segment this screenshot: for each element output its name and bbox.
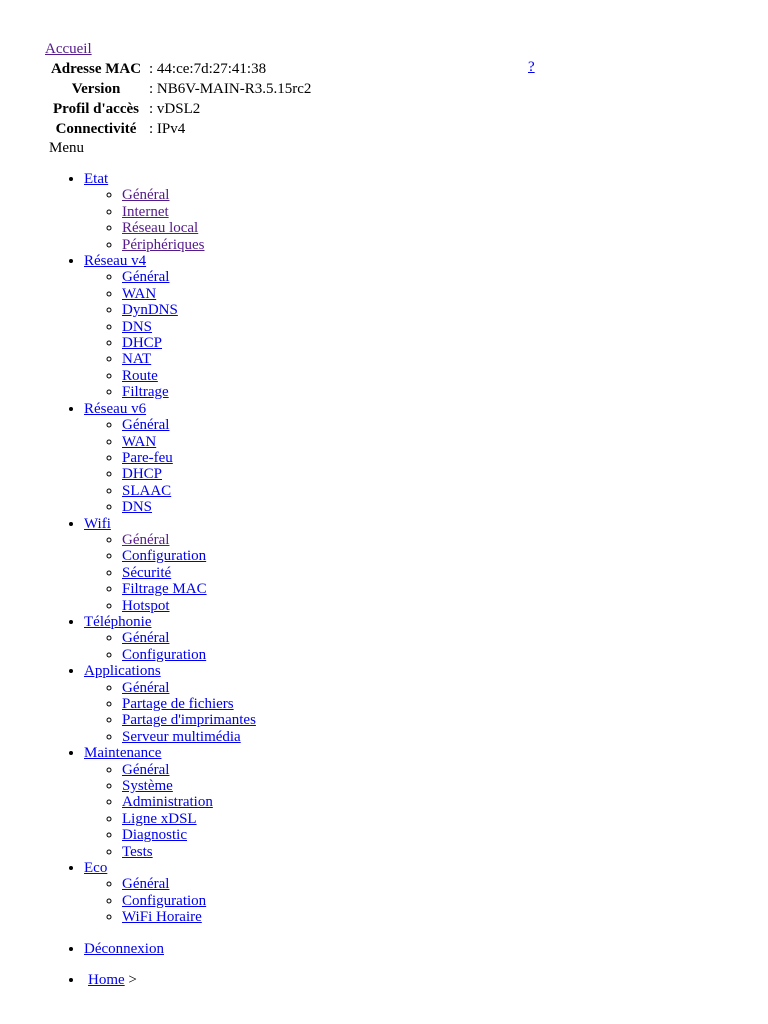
info-label: Profil d'accès	[53, 101, 139, 117]
submenu-item	[122, 319, 256, 335]
submenu-link-v4-filtrage[interactable]: Filtrage	[122, 384, 169, 401]
info-value: : IPv4	[149, 121, 186, 137]
menu-section-telephonie	[84, 614, 256, 663]
submenu-link-maint-ligne-xdsl[interactable]: Ligne xDSL	[122, 810, 197, 827]
submenu-item	[122, 811, 256, 827]
submenu-link-etat-peripheriques[interactable]: Périphériques	[122, 236, 205, 253]
menu-section-wifi	[84, 516, 256, 614]
submenu-link-v6-dns[interactable]: DNS	[122, 499, 153, 516]
submenu-link-tel-general[interactable]: Général	[122, 630, 170, 647]
submenu-link-v4-general[interactable]: Général	[122, 269, 170, 286]
submenu-item	[122, 909, 256, 925]
menu-link-reseau-v4[interactable]: Réseau v4	[84, 253, 147, 270]
submenu-link-eco-general[interactable]: Général	[122, 876, 170, 893]
menu-link-wifi[interactable]: Wifi	[84, 515, 111, 532]
submenu-link-v6-general[interactable]: Général	[122, 417, 170, 434]
submenu-link-v4-wan[interactable]: WAN	[122, 285, 157, 302]
breadcrumb-item	[84, 972, 137, 989]
submenu-item	[122, 794, 256, 810]
submenu-item	[122, 237, 256, 253]
submenu-link-maint-general[interactable]: Général	[122, 761, 170, 778]
submenu-item	[122, 647, 256, 663]
submenu-item	[122, 876, 256, 892]
info-label: Adresse MAC	[50, 61, 142, 77]
submenu-link-etat-internet[interactable]: Internet	[122, 203, 169, 220]
info-value: : NB6V-MAIN-R3.5.15rc2	[149, 81, 312, 97]
device-info-table	[45, 58, 314, 140]
submenu-item	[122, 827, 256, 843]
menu-link-eco[interactable]: Eco	[84, 860, 108, 877]
logout-item	[84, 941, 164, 958]
submenu-item	[122, 893, 256, 909]
submenu-etat	[84, 187, 256, 253]
submenu-item	[122, 417, 256, 433]
help-link[interactable]: ?	[528, 59, 535, 75]
submenu-link-etat-reseau-local[interactable]: Réseau local	[122, 220, 199, 237]
submenu-link-apps-partage-fichiers[interactable]: Partage de fichiers	[122, 696, 234, 712]
info-row-profile	[47, 100, 312, 118]
submenu-item	[122, 499, 256, 515]
submenu-link-wifi-hotspot[interactable]: Hotspot	[122, 597, 170, 614]
submenu-link-v6-pare-feu[interactable]: Pare-feu	[122, 449, 173, 466]
submenu-link-eco-configuration[interactable]: Configuration	[122, 892, 207, 909]
submenu-wifi	[84, 532, 256, 614]
submenu-reseau-v4	[84, 269, 256, 400]
info-label: Version	[71, 81, 121, 97]
submenu-item	[122, 844, 256, 860]
breadcrumb-home-link[interactable]: Home	[88, 972, 125, 988]
menu-section-applications	[84, 663, 256, 745]
menu-section-maintenance	[84, 745, 256, 860]
submenu-link-v4-route[interactable]: Route	[122, 367, 158, 384]
submenu-link-tel-configuration[interactable]: Configuration	[122, 646, 207, 663]
menu-section-reseau-v6	[84, 401, 256, 516]
submenu-link-eco-wifi-horaire[interactable]: WiFi Horaire	[122, 909, 202, 926]
submenu-item	[122, 204, 256, 220]
logout-list	[44, 941, 164, 958]
submenu-item	[122, 335, 256, 351]
logout-link[interactable]: Déconnexion	[84, 941, 164, 957]
submenu-item	[122, 680, 256, 696]
submenu-item	[122, 286, 256, 302]
submenu-link-v4-nat[interactable]: NAT	[122, 351, 152, 368]
info-label: Connectivité	[55, 121, 137, 137]
submenu-item	[122, 368, 256, 384]
menu-title: Menu	[49, 140, 84, 156]
submenu-item	[122, 762, 256, 778]
submenu-link-apps-general[interactable]: Général	[122, 679, 170, 696]
menu-link-etat[interactable]: Etat	[84, 171, 109, 187]
submenu-link-apps-partage-imprimantes[interactable]: Partage d'imprimantes	[122, 712, 256, 729]
submenu-link-v4-dyndns[interactable]: DynDNS	[122, 302, 178, 319]
submenu-link-apps-serveur-multimedia[interactable]: Serveur multimédia	[122, 728, 241, 745]
info-row-connectivity	[47, 120, 312, 138]
submenu-link-maint-administration[interactable]: Administration	[122, 794, 213, 811]
submenu-maintenance	[84, 762, 256, 860]
breadcrumb-separator: >	[128, 972, 137, 988]
submenu-item	[122, 778, 256, 794]
submenu-link-v6-dhcp[interactable]: DHCP	[122, 466, 163, 483]
submenu-item	[122, 696, 256, 712]
submenu-link-etat-general[interactable]: Général	[122, 187, 170, 204]
submenu-link-wifi-general[interactable]: Général	[122, 531, 170, 548]
menu-link-reseau-v6[interactable]: Réseau v6	[84, 400, 147, 417]
submenu-telephonie	[84, 630, 256, 663]
home-link[interactable]: Accueil	[45, 41, 92, 57]
submenu-item	[122, 466, 256, 482]
submenu-item	[122, 450, 256, 466]
submenu-link-v6-slaac[interactable]: SLAAC	[122, 482, 172, 499]
submenu-item	[122, 269, 256, 285]
submenu-item	[122, 532, 256, 548]
submenu-item	[122, 483, 256, 499]
main-menu	[44, 171, 256, 926]
submenu-item	[122, 220, 256, 236]
submenu-link-maint-tests[interactable]: Tests	[122, 843, 153, 860]
submenu-item	[122, 729, 256, 745]
submenu-link-v4-dhcp[interactable]: DHCP	[122, 335, 163, 352]
submenu-item	[122, 384, 256, 400]
submenu-link-wifi-securite[interactable]: Sécurité	[122, 564, 172, 581]
submenu-link-maint-diagnostic[interactable]: Diagnostic	[122, 827, 187, 844]
info-row-version	[47, 80, 312, 98]
info-value: : 44:ce:7d:27:41:38	[149, 61, 267, 77]
menu-link-maintenance[interactable]: Maintenance	[84, 745, 162, 762]
submenu-reseau-v6	[84, 417, 256, 515]
submenu-link-v6-wan[interactable]: WAN	[122, 433, 157, 450]
menu-link-telephonie[interactable]: Téléphonie	[84, 613, 152, 630]
submenu-item	[122, 630, 256, 646]
submenu-link-maint-systeme[interactable]: Système	[122, 778, 173, 795]
submenu-link-wifi-configuration[interactable]: Configuration	[122, 548, 207, 565]
submenu-link-wifi-filtrage-mac[interactable]: Filtrage MAC	[122, 581, 207, 598]
submenu-item	[122, 565, 256, 581]
menu-section-reseau-v4	[84, 253, 256, 401]
submenu-eco	[84, 876, 256, 925]
menu-section-eco	[84, 860, 256, 926]
submenu-applications	[84, 680, 256, 746]
submenu-item	[122, 302, 256, 318]
submenu-link-v4-dns[interactable]: DNS	[122, 318, 153, 335]
submenu-item	[122, 434, 256, 450]
submenu-item	[122, 581, 256, 597]
submenu-item	[122, 187, 256, 203]
submenu-item	[122, 548, 256, 564]
info-row-mac	[47, 60, 312, 78]
submenu-item	[122, 351, 256, 367]
submenu-item	[122, 712, 256, 728]
menu-link-applications[interactable]: Applications	[84, 663, 161, 680]
menu-section-etat	[84, 171, 256, 253]
info-value: : vDSL2	[149, 101, 201, 117]
breadcrumb	[44, 972, 137, 989]
submenu-item	[122, 598, 256, 614]
